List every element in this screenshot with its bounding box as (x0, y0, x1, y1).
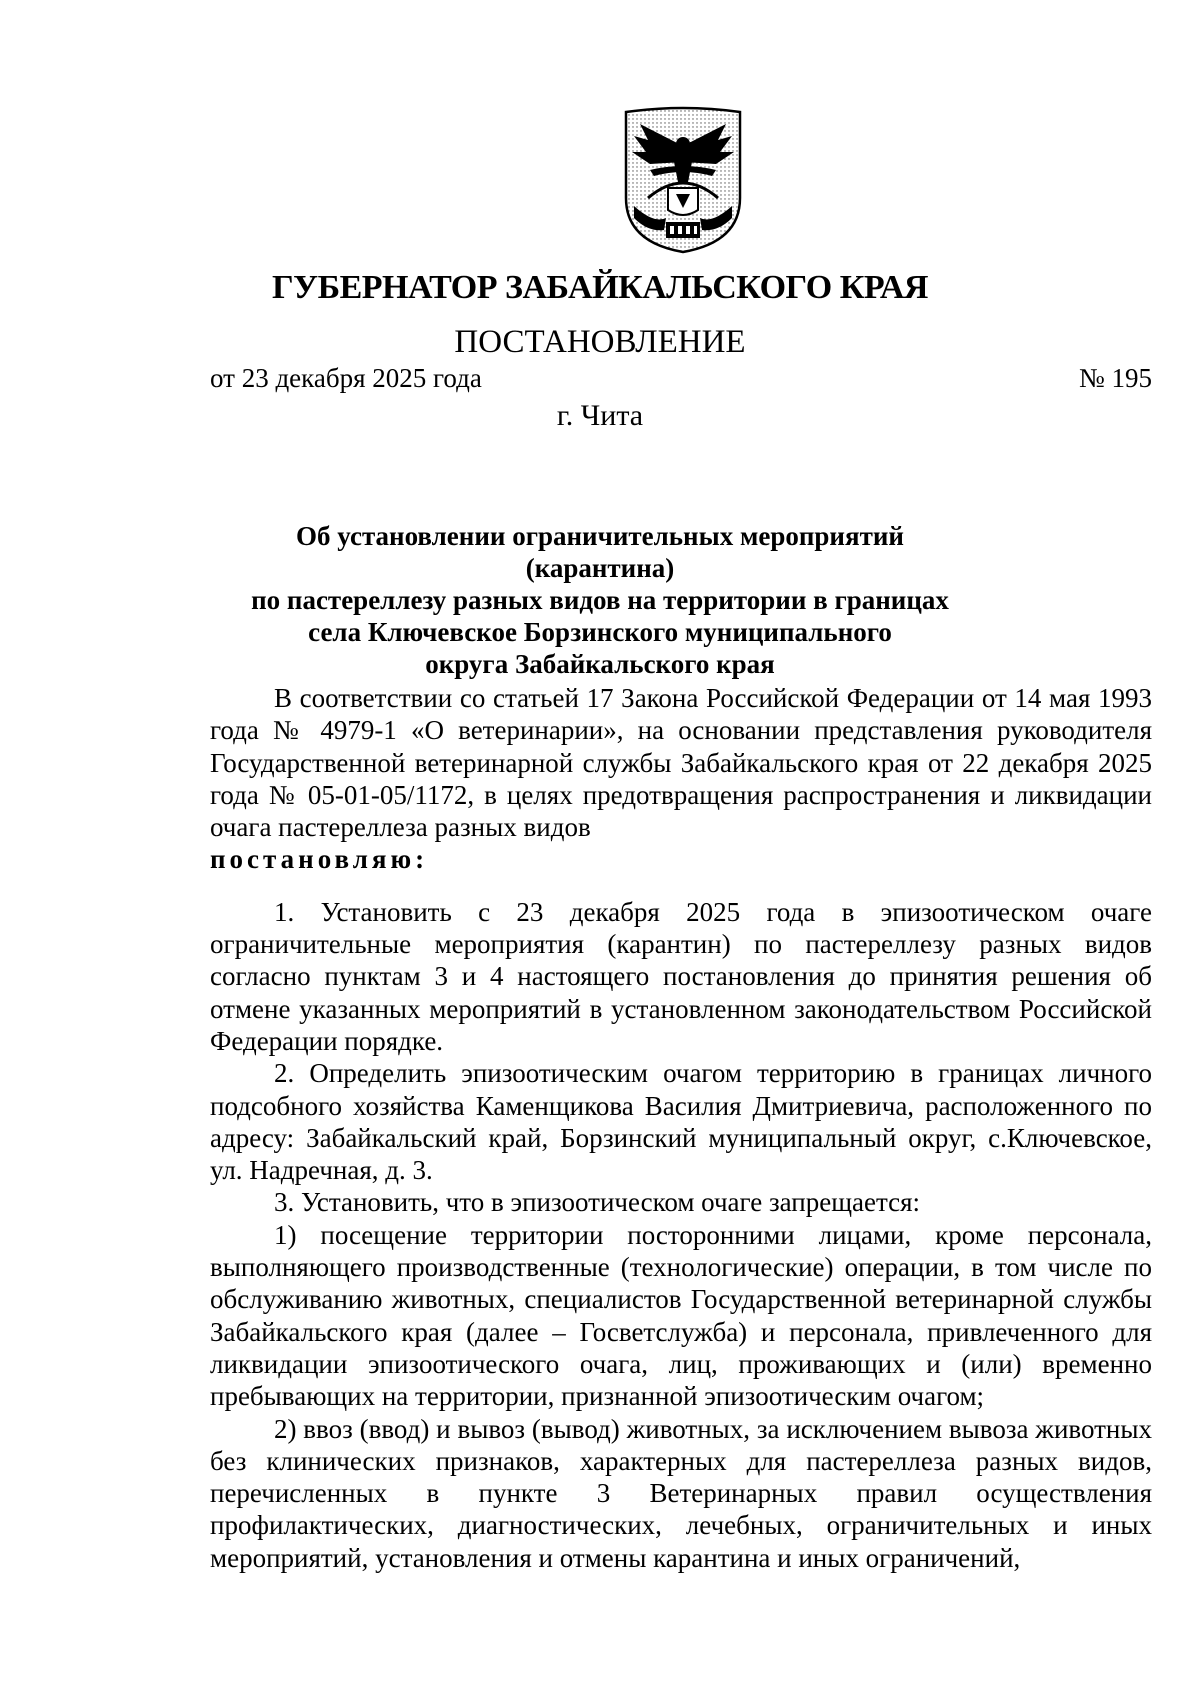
paragraph-3-item-1: 1) посещение территории посторонними лицами, кроме персонала, выполняющего производственные (технологические) операции, в том числе по обслуживанию животных, специалистов Государственной ветеринарной службы Забайкальского края (далее – Госветслужба) и персонала, привлеченного для ликвидации эпизоотического очага, лиц, проживающих и (или) временно пребывающих на территории, признанной эпизоотическим очагом; (210, 1219, 1152, 1412)
title-line: по пастереллезу разных видов на территории в границах (251, 585, 949, 615)
preamble-paragraph: В соответствии со статьей 17 Закона Российской Федерации от 14 мая 1993 года № 4979-1 «О ветеринарии», на основании представления руководителя Государственной ветеринарной службы Забайкальского края от 22 декабря 2025 года № 05-01-05/1172, в целях предотвращения распространения и ликвидации очага пастереллеза разных видов (210, 683, 1152, 843)
issuing-authority: ГУБЕРНАТОР ЗАБАЙКАЛЬСКОГО КРАЯ (272, 269, 928, 306)
document-body (210, 682, 1152, 1574)
resolve-word: постановляю: (210, 844, 429, 875)
document-title (240, 520, 960, 680)
title-line: села Ключевское Борзинского муниципального (308, 617, 892, 647)
document-date: от 23 декабря 2025 года (210, 363, 482, 393)
coat-of-arms-icon (620, 106, 746, 256)
paragraph-3: 3. Установить, что в эпизоотическом очаге запрещается: (274, 1187, 921, 1218)
paragraph-3-item-2: 2) ввоз (ввод) и вывоз (вывод) животных, за исключением вывоза животных без клинических признаков, характерных для пастереллеза разных видов, перечисленных в пункте 3 Ветеринарных правил осуществления профилактических, диагностических, лечебных, ограничительных и иных мероприятий, установления и отмены карантина и иных ограничений, (210, 1413, 1152, 1573)
document-city: г. Чита (556, 399, 644, 432)
document-number: № 195 (1078, 363, 1152, 393)
title-line: округа Забайкальского края (425, 649, 775, 679)
paragraph-2: 2. Определить эпизоотическим очагом территорию в границах личного подсобного хозяйства Каменщикова Василия Дмитриевича, расположенного по адресу: Забайкальский край, Борзинский муниципальный округ, с.Ключевское, ул. Надречная, д. 3. (210, 1058, 1152, 1186)
document-type: ПОСТАНОВЛЕНИЕ (454, 324, 746, 360)
paragraph-1: 1. Установить с 23 декабря 2025 года в эпизоотическом очаге ограничительные мероприятия (карантин) по пастереллезу разных видов согласно пунктам 3 и 4 настоящего постановления до принятия решения об отмене указанных мероприятий в установленном законодательством Российской Федерации порядке. (210, 896, 1152, 1056)
title-line: Об установлении ограничительных мероприятий (карантина) (296, 521, 904, 583)
